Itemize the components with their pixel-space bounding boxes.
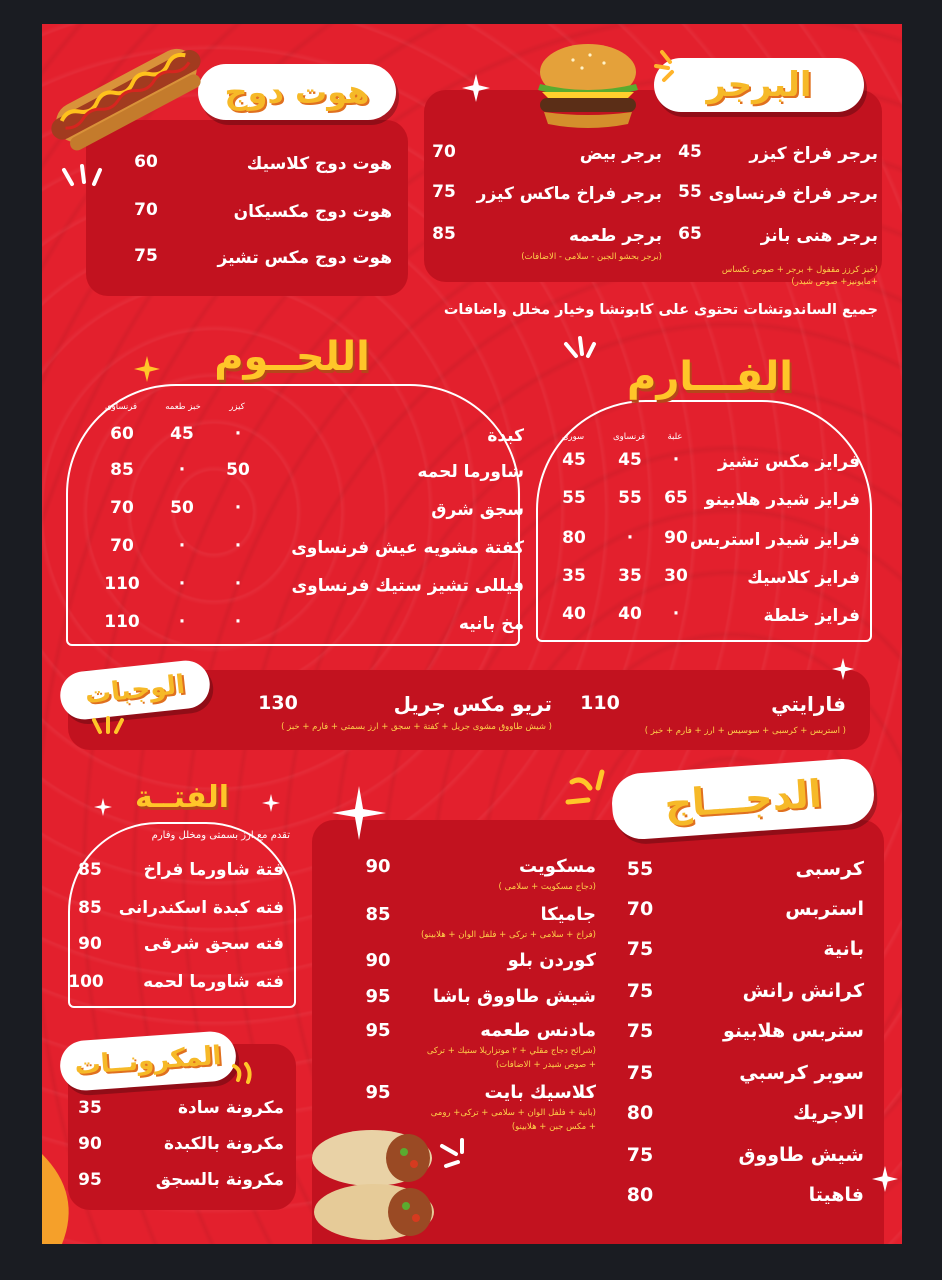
fries-syrian-price: 40 [562, 604, 586, 624]
meat-col-header: فرنساوى [104, 402, 138, 412]
meat-kaiser-price: · [234, 574, 242, 594]
meat-title: اللحــوم [214, 334, 370, 380]
hotdog-item-price: 70 [134, 200, 158, 220]
chicken-item-name: ستربس هلابينو [722, 1020, 864, 1042]
chicken-item-price: 75 [626, 1020, 654, 1042]
fries-french-price: 35 [618, 566, 642, 586]
fries-item-name: فرايز شيدر هلابينو [704, 490, 860, 510]
fries-french-price: · [626, 528, 634, 548]
fatta-item-price: 85 [78, 860, 102, 880]
burger-item-name: برجر فراخ ماكس كيزر [476, 184, 662, 204]
splash-icon [654, 46, 694, 86]
sparkle-icon [134, 356, 160, 382]
meat-french-price: 70 [110, 536, 134, 556]
chicken-item-price: 75 [626, 938, 654, 960]
burger-item-price: 70 [432, 142, 456, 162]
meals-title: الوجبات [83, 669, 187, 711]
chicken-item-price: 90 [365, 950, 391, 971]
chicken-item-name: فاهيتا [808, 1184, 864, 1206]
sparkle-icon [332, 786, 386, 840]
meat-french-price: 110 [104, 574, 140, 594]
meat-taama-price: · [178, 536, 186, 556]
chicken-item-note: (دجاج مسكويت + سلامى ) [498, 882, 596, 892]
fries-item-name: فرايز خلطة [763, 606, 860, 626]
chicken-item-name: الاجريك [793, 1102, 864, 1124]
chicken-item-name: استربس [785, 898, 864, 920]
hotdog-item-price: 60 [134, 152, 158, 172]
chicken-item-note: + صوص شيدر + الاضافات) [495, 1060, 596, 1070]
pasta-item-price: 95 [78, 1170, 102, 1190]
meat-col-header: خبز طعمه [165, 402, 201, 412]
fries-syrian-price: 35 [562, 566, 586, 586]
chicken-item-price: 95 [365, 986, 391, 1007]
chicken-item-note: (بانية + فلفل الوان + سلامى + تركى+ رومى [430, 1108, 596, 1118]
fries-box-price: 30 [664, 566, 688, 586]
meat-item-name: مخ بانيه [458, 614, 524, 634]
burger-title: البرجر [706, 65, 812, 105]
chicken-item-name: شيش طاووق [738, 1144, 864, 1166]
chicken-item-note: + مكس جبن + هلابينو) [511, 1122, 596, 1132]
sparkle-icon [262, 794, 280, 812]
meat-taama-price: 50 [170, 498, 194, 518]
meat-item-name: فيللى تشيز ستيك فرنساوى [291, 576, 524, 596]
chicken-item-price: 80 [626, 1102, 654, 1124]
burger-image [528, 38, 648, 134]
splash-icon [56, 162, 112, 206]
splash-icon [436, 1136, 476, 1176]
chicken-item-name: كلاسيك بايت [484, 1082, 596, 1103]
splash-icon [88, 716, 128, 746]
burger-item-name: برجر طعمه [568, 226, 662, 246]
hotdog-title: هوت دوج [224, 73, 370, 111]
burger-item-name: برجر بيض [579, 144, 662, 164]
meal-item-note: ( استربس + كرسبى + سوسيس + ارز + فارم + خبز ) [644, 726, 846, 736]
hotdog-item-name: هوت دوج مكس تشيز [217, 248, 392, 268]
meat-kaiser-price: 50 [226, 460, 250, 480]
meal-item-price: 130 [258, 692, 298, 714]
burger-item-price: 75 [432, 182, 456, 202]
fries-item-name: فرايز مكس تشيز [718, 452, 860, 472]
burger-honey-note: (خبز كرزز مقفول + برجر + صوص تكساس +مايونيز+ صوص شيدر) [721, 265, 878, 287]
meal-item-name: تريو مكس جريل [393, 692, 552, 716]
fries-col-header: علبة [667, 432, 683, 442]
meat-taama-price: · [178, 612, 186, 632]
meat-french-price: 110 [104, 612, 140, 632]
chicken-item-note: (فراخ + سلامى + تركى + فلفل الوان + هلابينو) [420, 930, 596, 940]
fries-french-price: 40 [618, 604, 642, 624]
burger-item-price: 85 [432, 224, 456, 244]
meat-col-header: كيزر [229, 402, 245, 412]
pasta-item-price: 35 [78, 1098, 102, 1118]
meat-kaiser-price: · [234, 498, 242, 518]
chicken-item-name: مادنس طعمه [480, 1020, 596, 1041]
chicken-item-price: 80 [626, 1184, 654, 1206]
fries-syrian-price: 45 [562, 450, 586, 470]
fatta-item-name: فته سجق شرقى [143, 934, 284, 954]
chicken-item-name: بانية [823, 938, 864, 960]
fries-syrian-price: 55 [562, 488, 586, 508]
meat-taama-price: 45 [170, 424, 194, 444]
chicken-title: الدجـــاج [663, 771, 823, 827]
wrap-image [308, 1124, 442, 1244]
chicken-item-price: 95 [365, 1020, 391, 1041]
fatta-subtitle: تقدم مع ارز بسمتى ومخلل وفارم [151, 830, 290, 841]
fries-box-price: · [672, 604, 680, 624]
pasta-item-name: مكرونة بالسجق [155, 1170, 284, 1190]
meat-item-name: كفتة مشويه عيش فرنساوى [291, 538, 524, 558]
corner-decoration [42, 1154, 82, 1244]
pasta-item-price: 90 [78, 1134, 102, 1154]
meat-taama-price: · [178, 574, 186, 594]
burger-item-name: برجر هنى بانز [760, 226, 878, 246]
fries-box-price: · [672, 450, 680, 470]
fatta-item-price: 90 [78, 934, 102, 954]
splash-icon [228, 1060, 258, 1090]
fatta-item-price: 100 [68, 972, 104, 992]
burger-taama-note: (برجر بحشو الجبن - سلامى - الاضافات) [521, 252, 662, 262]
meat-french-price: 85 [110, 460, 134, 480]
hotdog-item-name: هوت دوج كلاسيك [246, 154, 392, 174]
chicken-item-name: سوبر كرسبي [739, 1062, 864, 1084]
fries-syrian-price: 80 [562, 528, 586, 548]
burger-item-price: 65 [678, 224, 702, 244]
fatta-item-name: فته كبدة اسكندرانى [118, 898, 284, 918]
chicken-item-price: 75 [626, 1062, 654, 1084]
meal-item-name: فارايتي [771, 692, 846, 716]
meat-kaiser-price: · [234, 612, 242, 632]
meat-kaiser-price: · [234, 536, 242, 556]
fries-col-header: فرنساوى [612, 432, 646, 442]
meat-french-price: 70 [110, 498, 134, 518]
pasta-item-name: مكرونة سادة [177, 1098, 284, 1118]
fries-item-name: فرايز كلاسيك [747, 568, 860, 588]
meal-item-note: ( شيش طاووق مشوى جريل + كفتة + سجق + ارز بسمتى + فارم + خبز ) [281, 722, 552, 732]
meat-item-name: كبدة [487, 426, 524, 446]
fatta-item-name: فتة شاورما فراخ [143, 860, 284, 880]
splash-icon [558, 334, 602, 378]
hotdog-item-name: هوت دوج مكسيكان [233, 202, 392, 222]
sparkle-icon [94, 798, 112, 816]
hotdog-title-badge [198, 64, 396, 120]
sparkle-icon [462, 74, 490, 102]
pasta-title: المكرونــات [73, 1040, 223, 1082]
burger-item-price: 55 [678, 182, 702, 202]
burger-item-name: برجر فراخ فرنساوى [708, 184, 878, 204]
fries-french-price: 45 [618, 450, 642, 470]
chicken-item-price: 95 [365, 1082, 391, 1103]
fatta-item-price: 85 [78, 898, 102, 918]
fries-col-header: سورى [561, 432, 585, 442]
chicken-item-name: كرسبى [795, 858, 864, 880]
chicken-item-name: جاميكا [540, 904, 596, 925]
fries-box-price: 65 [664, 488, 688, 508]
chicken-item-name: مسكويت [518, 856, 596, 877]
meat-french-price: 60 [110, 424, 134, 444]
chicken-item-price: 55 [626, 858, 654, 880]
meat-item-name: سجق شرق [431, 500, 524, 520]
chicken-item-name: كرانش رانش [742, 980, 864, 1002]
meat-kaiser-price: · [234, 424, 242, 444]
meat-taama-price: · [178, 460, 186, 480]
meat-item-name: شاورما لحمه [417, 462, 524, 482]
chicken-item-price: 85 [365, 904, 391, 925]
chicken-item-price: 75 [626, 980, 654, 1002]
fatta-title: الفتــة [134, 780, 230, 815]
fries-french-price: 55 [618, 488, 642, 508]
splash-icon [562, 766, 618, 826]
burger-item-price: 45 [678, 142, 702, 162]
chicken-item-price: 90 [365, 856, 391, 877]
fries-title: الفـــارم [627, 354, 793, 400]
sparkle-icon [872, 1166, 898, 1192]
chicken-item-note: (شرائح دجاج مقلي + ٢ موتزاريلا ستيك + تركى [426, 1046, 596, 1056]
pasta-item-name: مكرونة بالكبدة [164, 1134, 284, 1154]
sparkle-icon [832, 658, 854, 680]
chicken-item-price: 75 [626, 1144, 654, 1166]
chicken-item-name: كوردن بلو [507, 950, 596, 971]
hotdog-image [42, 28, 208, 158]
fries-box-price: 90 [664, 528, 688, 548]
hotdog-item-price: 75 [134, 246, 158, 266]
burger-item-name: برجر فراخ كيزر [749, 144, 878, 164]
chicken-item-name: شيش طاووق باشا [432, 986, 596, 1007]
chicken-item-price: 70 [626, 898, 654, 920]
meal-item-price: 110 [580, 692, 620, 714]
fries-item-name: فرايز شيدر استربس [689, 530, 860, 550]
fatta-item-name: فته شاورما لحمه [143, 972, 284, 992]
sandwich-note: جميع الساندوتشات تحتوى على كابوتشا وخيار مخلل واضافات [443, 302, 878, 318]
menu-board [42, 24, 902, 1244]
